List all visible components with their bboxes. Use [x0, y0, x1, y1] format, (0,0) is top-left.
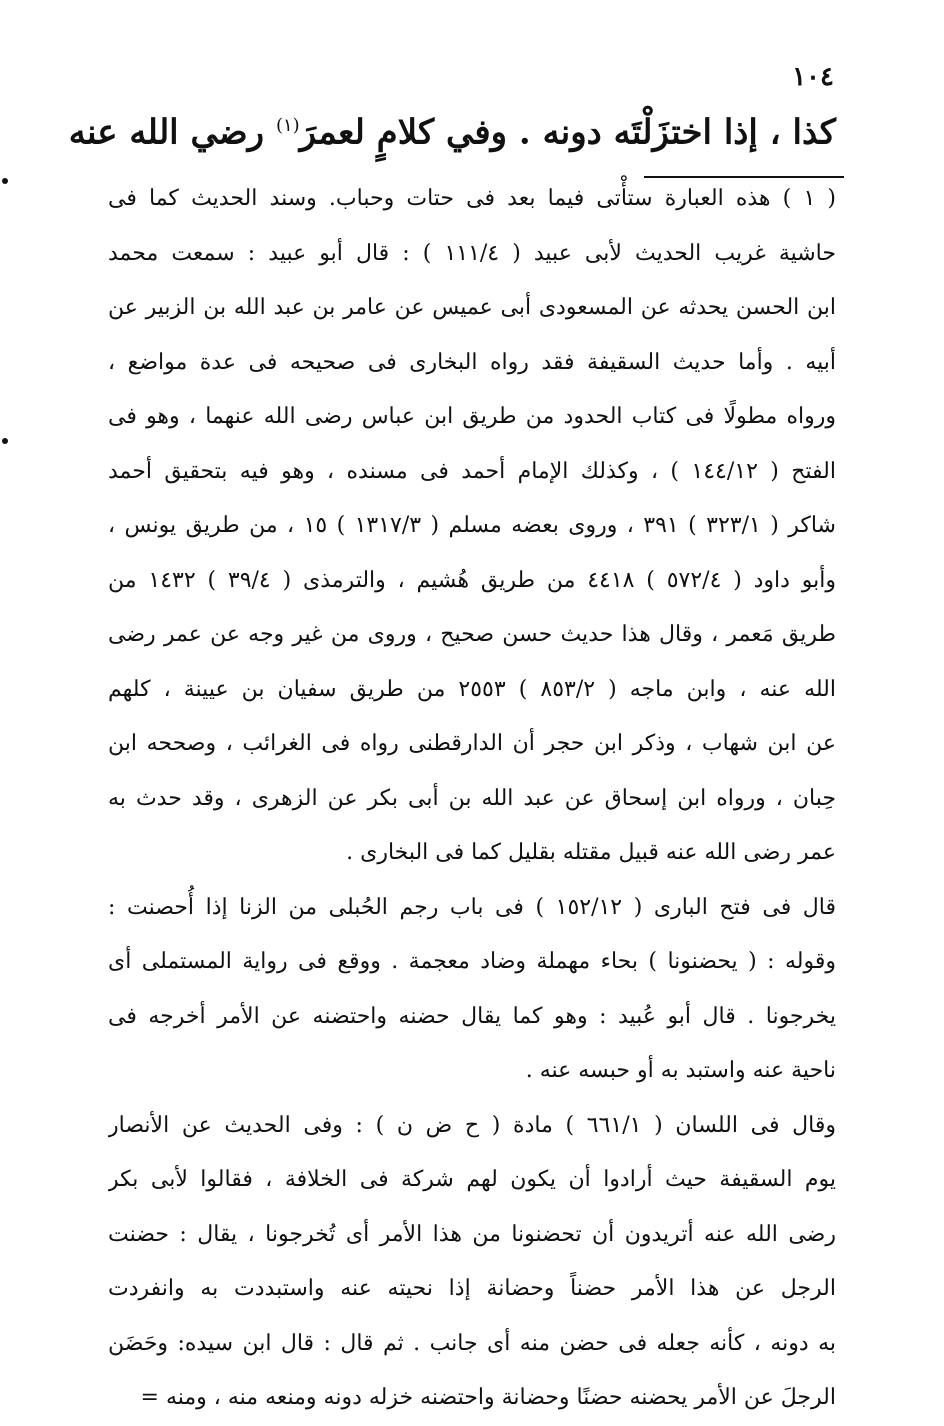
- page-number: ١٠٤: [792, 62, 834, 92]
- main-text-before: كذا ، إذا اختزَلْتَه دونه . وفي كلامٍ لعمرَ: [299, 112, 836, 153]
- footnote-line: يخرجونا . قال أبو عُبيد : وهو كما يقال حضنه واحتضنه عن الأمر أخرجه فى: [108, 1003, 836, 1029]
- footnote-line: أبيه . وأما حديث السقيفة فقد رواه البخارى فى صحيحه فى عدة مواضع ،: [108, 349, 836, 375]
- footnote-line: الرجل عن هذا الأمر حضناً وحضانة إذا نحيته عنه واستبددت به وانفردت: [108, 1276, 836, 1301]
- footnote-line: رضى الله عنه أتريدون أن تحضنونا من هذا الأمر أى تُخرجونا ، يقال : حضنت: [108, 1221, 836, 1247]
- footnote-line: حِبان ، ورواه ابن إسحاق عن عبد الله بن أبى بكر عن الزهرى ، وقد حدث به: [108, 785, 836, 811]
- footnote-line: ابن الحسن يحدثه عن المسعودى أبى عميس عن عامر بن عبد الله بن الزبير عن: [108, 295, 836, 320]
- footnote-line: طريق مَعمر ، وقال هذا حديث حسن صحيح ، وروى من غير وجه عن عمر رضى: [108, 622, 836, 647]
- footnote-line: حاشية غريب الحديث لأبى عبيد ( ١١١/٤ ) : قال أبو عبيد : سمعت محمد: [108, 240, 836, 266]
- footnote-paragraph-3: [108, 1099, 836, 1426]
- footnote-line: يوم السقيفة حيث أرادوا أن يكون لهم شركة فى الخلافة ، فقالوا لأبى بكر: [108, 1167, 836, 1192]
- footnotes-block: [108, 172, 836, 1426]
- footnote-line: عمر رضى الله عنه قبيل مقتله بقليل كما فى البخارى .: [346, 840, 836, 865]
- footnote-line: وقوله : ( يحضنونا ) بحاء مهملة وضاد معجمة . ووقع فى رواية المستملى أى: [108, 949, 836, 974]
- footnote-line: به دونه ، كأنه جعله فى حضن منه أى جانب . ثم قال : قال ابن سيده: وحَضَن: [108, 1330, 836, 1356]
- margin-dot-mark: [2, 178, 8, 184]
- margin-dot-mark: [2, 438, 8, 444]
- footnote-reference-mark: (١): [275, 115, 300, 136]
- footnote-line: ورواه مطولًا فى كتاب الحدود من طريق ابن عباس رضى الله عنهما ، وهو فى: [108, 404, 836, 429]
- footnote-line: ناحية عنه واستبد به أو حبسه عنه .: [525, 1058, 836, 1083]
- footnote-line: الفتح ( ١٤٤/١٢ ) ، وكذلك الإمام أحمد فى مسنده ، وهو فيه بتحقيق أحمد: [108, 458, 836, 484]
- footnote-line: وأبو داود ( ٥٧٢/٤ ) ٤٤١٨ من طريق هُشيم ، والترمذى ( ٣٩/٤ ) ١٤٣٢ من: [108, 567, 836, 593]
- footnote-line: شاكر ( ٣٢٣/١ ) ٣٩١ ، وروى بعضه مسلم ( ١٣١٧/٣ ) ١٥ ، من طريق يونس ،: [108, 513, 836, 538]
- main-text-after: رضي الله عنه: [68, 112, 276, 153]
- footnote-line: الرجلَ عن الأمر يحضنه حضنًا وحضانة واحتضنه خزله دونه ومنعه منه ، ومنه =: [140, 1385, 836, 1410]
- footnote-line: ( ١ ) هذه العبارة ستأْتى فيما بعد فى حتات وحباب. وسند الحديث كما فى: [108, 186, 836, 211]
- main-text-line: [68, 100, 836, 158]
- footnote-paragraph-1: [108, 172, 836, 881]
- footnote-paragraph-2: [108, 881, 836, 1099]
- footnote-line: وقال فى اللسان ( ٦٦١/١ ) مادة ( ح ض ن ) : وفى الحديث عن الأنصار: [108, 1112, 836, 1138]
- footnote-line: عن ابن شهاب ، وذكر ابن حجر أن الدارقطنى رواه فى الغرائب ، وصححه ابن: [108, 731, 836, 756]
- footnote-line: الله عنه ، وابن ماجه ( ٨٥٣/٢ ) ٢٥٥٣ من طريق سفيان بن عيينة ، كلهم: [108, 676, 836, 702]
- footnote-line: قال فى فتح البارى ( ١٥٢/١٢ ) فى باب رجم الحُبلى من الزنا إذا أُحصنت :: [108, 894, 836, 920]
